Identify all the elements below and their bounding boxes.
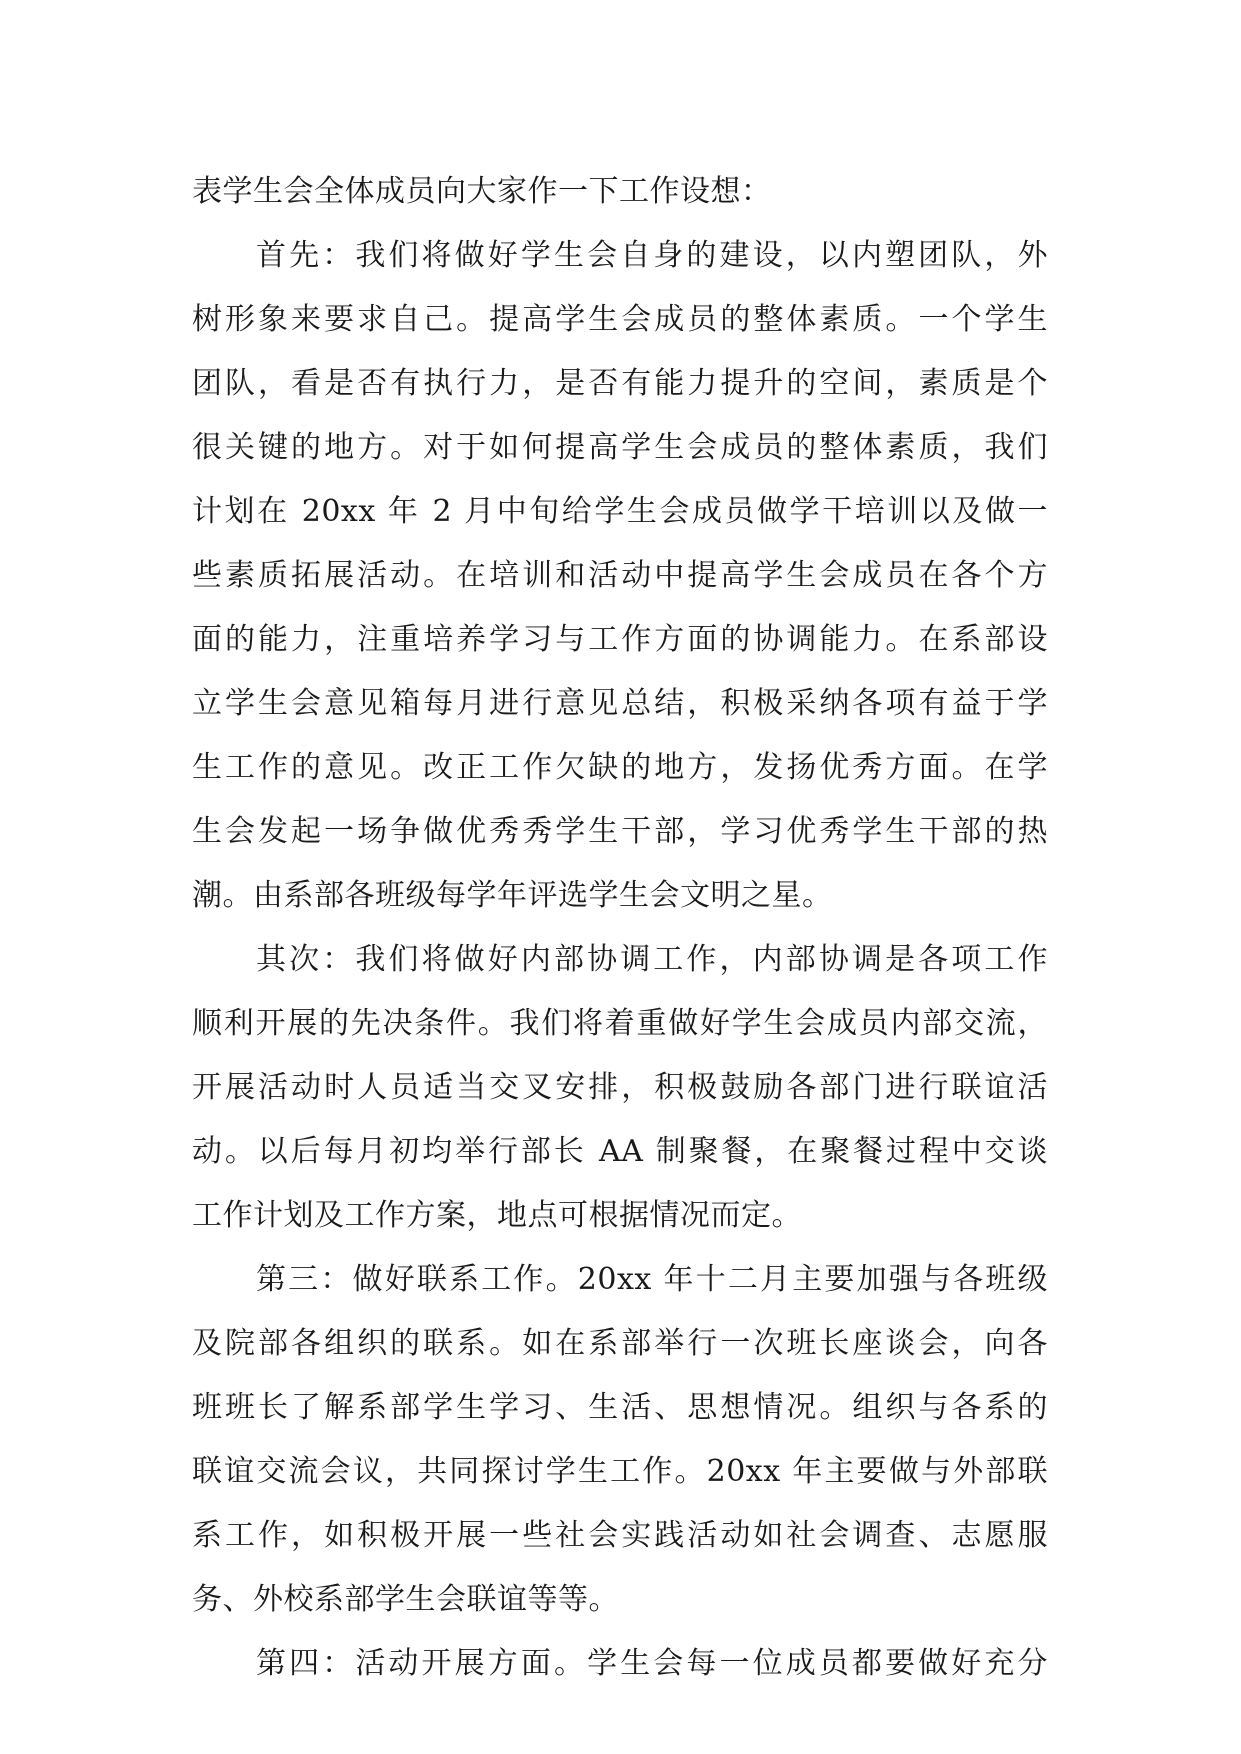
text-line: 计划在 20xx 年 2 月中旬给学生会成员做学干培训以及做一 (192, 494, 1048, 529)
text-line: 联谊交流会议，共同探讨学生工作。20xx 年主要做与外部联 (192, 1454, 1048, 1489)
text-line: 开展活动时人员适当交叉安排，积极鼓励各部门进行联谊活 (192, 1070, 1048, 1105)
text-line: 树形象来要求自己。提高学生会成员的整体素质。一个学生 (192, 302, 1048, 337)
text-line: 顺利开展的先决条件。我们将着重做好学生会成员内部交流， (192, 1006, 1048, 1041)
text-line: 动。以后每月初均举行部长 AA 制聚餐，在聚餐过程中交谈 (192, 1134, 1048, 1169)
text-line: 立学生会意见箱每月进行意见总结，积极采纳各项有益于学 (192, 686, 1048, 721)
text-line: 潮。由系部各班级每学年评选学生会文明之星。 (192, 878, 833, 913)
text-line: 工作计划及工作方案，地点可根据情况而定。 (192, 1198, 802, 1233)
text-line: 及院部各组织的联系。如在系部举行一次班长座谈会，向各 (192, 1326, 1048, 1361)
text-line: 其次：我们将做好内部协调工作，内部协调是各项工作 (256, 942, 1048, 977)
text-line: 系工作，如积极开展一些社会实践活动如社会调查、志愿服 (192, 1518, 1048, 1553)
text-line: 第三：做好联系工作。20xx 年十二月主要加强与各班级 (256, 1262, 1048, 1297)
text-line: 些素质拓展活动。在培训和活动中提高学生会成员在各个方 (192, 558, 1048, 593)
text-line: 生会发起一场争做优秀秀学生干部，学习优秀学生干部的热 (192, 814, 1048, 849)
body-text (192, 160, 1048, 1696)
text-line: 表学生会全体成员向大家作一下工作设想： (192, 174, 772, 209)
text-line: 班班长了解系部学生学习、生活、思想情况。组织与各系的 (192, 1390, 1048, 1425)
text-line: 务、外校系部学生会联谊等等。 (192, 1582, 619, 1617)
text-line: 首先：我们将做好学生会自身的建设，以内塑团队，外 (256, 238, 1048, 273)
text-line: 第四：活动开展方面。学生会每一位成员都要做好充分 (256, 1646, 1048, 1681)
text-line: 很关键的地方。对于如何提高学生会成员的整体素质，我们 (192, 430, 1048, 465)
text-line: 生工作的意见。改正工作欠缺的地方，发扬优秀方面。在学 (192, 750, 1048, 785)
text-line: 团队，看是否有执行力，是否有能力提升的空间，素质是个 (192, 366, 1048, 401)
text-line: 面的能力，注重培养学习与工作方面的协调能力。在系部设 (192, 622, 1048, 657)
